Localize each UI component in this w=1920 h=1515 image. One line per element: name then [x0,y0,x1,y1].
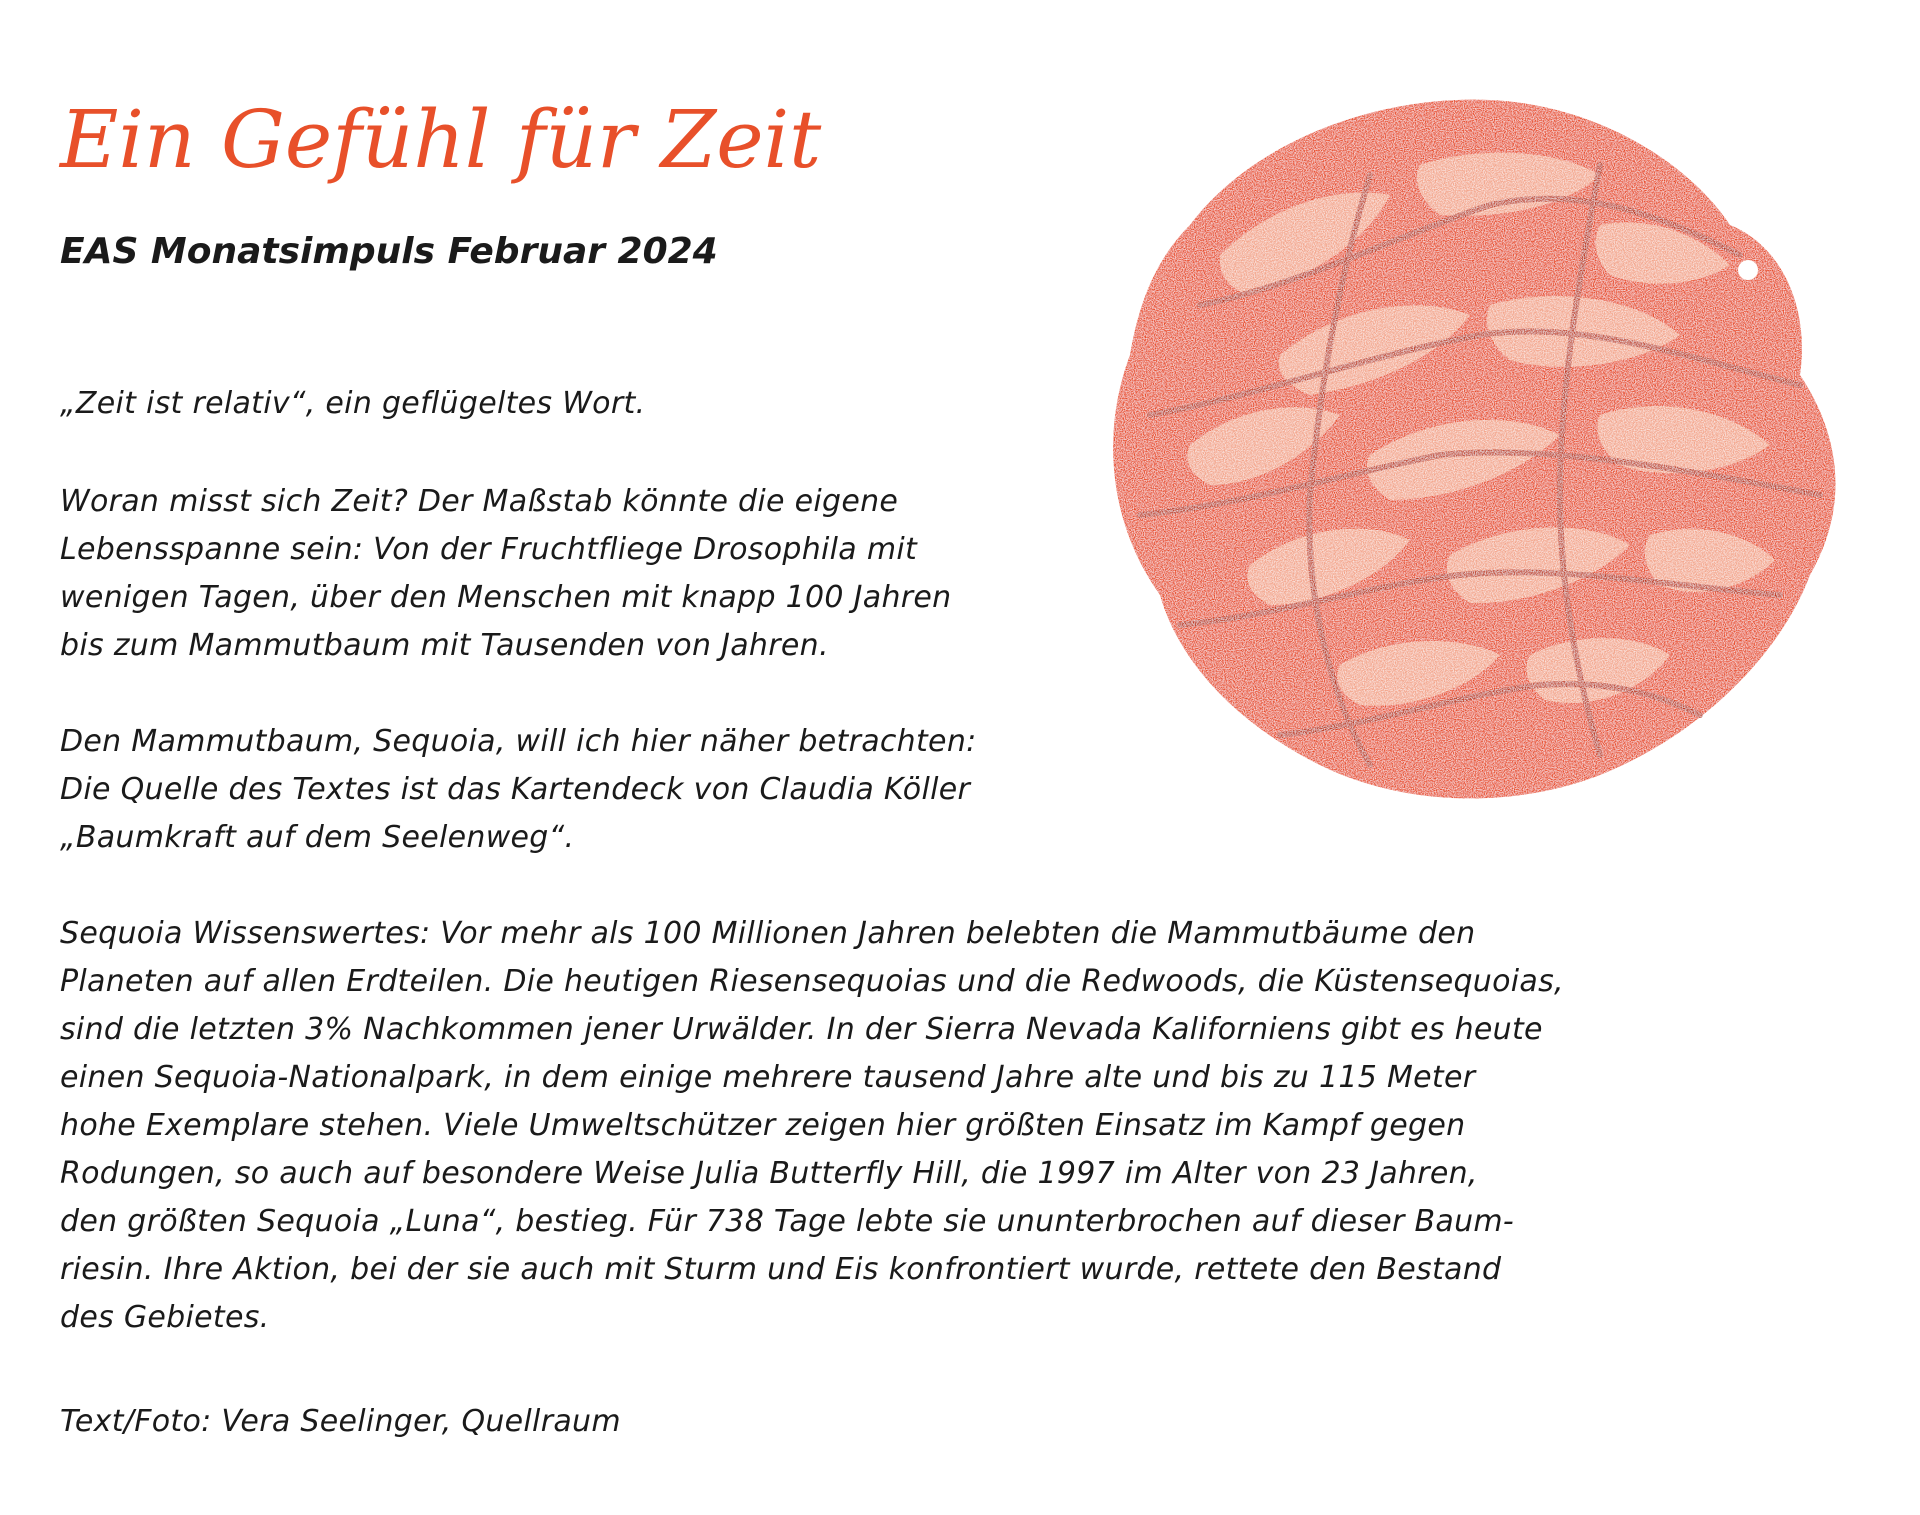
text-line: sind die letzten 3% Nachkommen jener Urwälder. In der Sierra Nevada Kaliforniens gibt es heute [60,1012,1543,1047]
paragraph-facts [60,910,1564,1342]
text-line: Sequoia Wissenswertes: Vor mehr als 100 Millionen Jahren belebten die Mammutbäume den [60,916,1476,951]
text-line: Planeten auf allen Erdteilen. Die heutigen Riesensequoias und die Redwoods, die Küstensequoias, [60,964,1564,999]
subtitle: EAS Monatsimpuls Februar 2024 [60,231,718,272]
paragraph-source [60,718,977,862]
text-line: „Baumkraft auf dem Seelenweg“. [60,820,575,855]
text-line: Woran misst sich Zeit? Der Maßstab könnte die eigene [60,484,899,519]
text-line: „Zeit ist relativ“, ein geflügeltes Wort. [60,386,646,421]
text-line: Den Mammutbaum, Sequoia, will ich hier näher betrachten: [60,724,977,759]
text-line: Die Quelle des Textes ist das Kartendeck von Claudia Köller [60,772,971,807]
text-line: Text/Foto: Vera Seelinger, Quellraum [60,1404,621,1439]
text-line: hohe Exemplare stehen. Viele Umweltschützer zeigen hier größten Einsatz im Kampf gegen [60,1108,1466,1143]
text-line: den größten Sequoia „Luna“, bestieg. Für 738 Tage lebte sie ununterbrochen auf dieser Baum- [60,1204,1515,1239]
text-line: Lebensspanne sein: Von der Fruchtfliege Drosophila mit [60,532,918,567]
photo-credit [60,1398,621,1446]
sequoia-cone-photo [1040,55,1900,825]
paragraph-intro [60,380,645,428]
text-line: wenigen Tagen, über den Menschen mit knapp 100 Jahren [60,580,952,615]
text-line: Rodungen, so auch auf besondere Weise Julia Butterfly Hill, die 1997 im Alter von 23 Jahren, [60,1156,1478,1191]
paragraph-measure [60,478,951,670]
text-line: bis zum Mammutbaum mit Tausenden von Jahren. [60,628,829,663]
page-title: Ein Gefühl für Zeit [60,93,822,186]
text-line: einen Sequoia-Nationalpark, in dem einige mehrere tausend Jahre alte und bis zu 115 Meter [60,1060,1476,1095]
text-line: riesin. Ihre Aktion, bei der sie auch mit Sturm und Eis konfrontiert wurde, rettete den Bestand [60,1252,1502,1287]
text-line: des Gebietes. [60,1300,270,1335]
